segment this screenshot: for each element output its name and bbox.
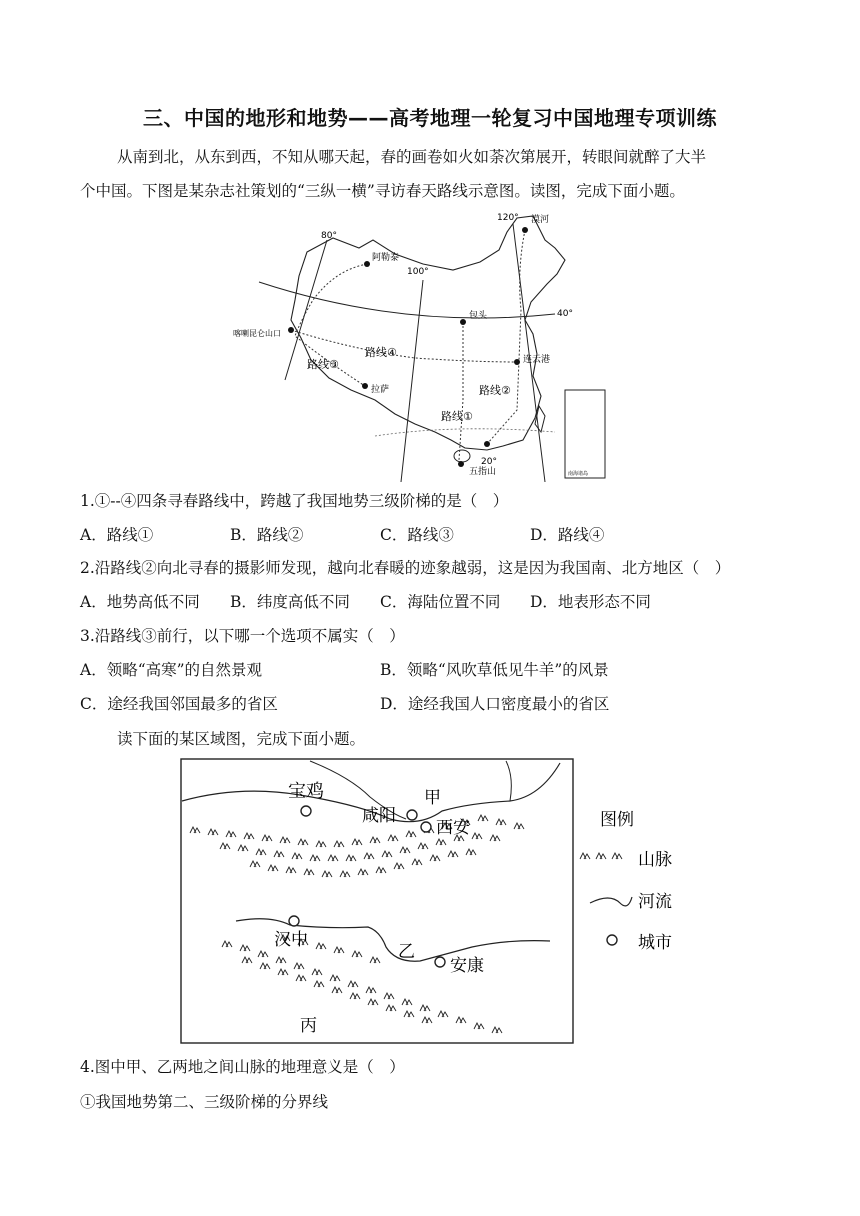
hainan-island	[454, 450, 470, 462]
map-frame	[181, 759, 573, 1043]
city-hanzhong-marker	[289, 916, 299, 926]
city-karakoram	[288, 327, 294, 333]
city-ankang-label: 安康	[450, 956, 484, 976]
china-outline	[291, 216, 565, 450]
route-label: 路线①	[441, 410, 473, 423]
q2-option-c[interactable]: C．海陆位置不同	[380, 593, 501, 611]
q1-option-c[interactable]: C．路线③	[380, 526, 454, 544]
q3-option-b[interactable]: B．领略“风吹草低见牛羊”的风景	[380, 661, 609, 679]
parallel-40	[259, 282, 555, 318]
q1-stem: 1.①--④四条寻春路线中，跨越了我国地势三级阶梯的是（ ）	[80, 492, 509, 510]
china-routes-map	[233, 210, 607, 482]
city-hanzhong-label: 汉中	[274, 930, 308, 950]
parallel-20	[375, 429, 555, 436]
city-xianyang-marker	[407, 810, 417, 820]
q3-option-c[interactable]: C．途经我国邻国最多的省区	[80, 695, 278, 713]
legend-mountain-icon	[580, 853, 622, 859]
region-map	[180, 757, 680, 1047]
city-mohe	[522, 227, 528, 233]
q3-stem: 3.沿路线③前行，以下哪一个选项不属实（ ）	[80, 627, 405, 645]
q3-option-a[interactable]: A．领略“高寒”的自然景观	[80, 661, 263, 679]
route-2-path	[487, 230, 525, 444]
legend-river-icon	[590, 897, 632, 906]
page-title: 三、中国的地形和地势——高考地理一轮复习中国地理专项训练	[143, 106, 717, 130]
route-1-path	[459, 322, 463, 460]
lat-20-label: 20°	[481, 457, 497, 467]
tributary	[506, 761, 511, 801]
city-xian-marker	[421, 822, 431, 832]
city-label: 连云港	[523, 355, 551, 365]
route-label: 路线②	[479, 384, 511, 397]
intro-line-1: 从南到北，从东到西，不知从哪天起，春的画卷如火如荼次第展开，转眼间就醉了大半	[117, 148, 707, 166]
city-label: 漠河	[531, 215, 550, 225]
city-label: 喀喇昆仑山口	[233, 329, 281, 338]
route-label: 路线③	[307, 358, 339, 371]
legend-mountain-label: 山脉	[638, 850, 672, 870]
q4-stem: 4.图中甲、乙两地之间山脉的地理意义是（ ）	[80, 1058, 405, 1076]
qinling-mountains	[190, 815, 524, 877]
place-yi-label: 乙	[398, 942, 415, 962]
city-altay	[364, 261, 370, 267]
place-bing-label: 丙	[300, 1016, 317, 1036]
q4-item-1: ①我国地势第二、三级阶梯的分界线	[80, 1093, 329, 1111]
city-baoji-marker	[301, 806, 311, 816]
q2-option-a[interactable]: A．地势高低不同	[80, 593, 200, 611]
intro-2: 读下面的某区域图，完成下面小题。	[117, 730, 366, 748]
q2-option-d[interactable]: D．地表形态不同	[530, 593, 651, 611]
meridian-100	[401, 280, 423, 482]
city-xianyang-label: 咸阳	[362, 806, 396, 826]
legend-river-label: 河流	[638, 892, 672, 912]
city-label: 五指山	[469, 467, 497, 477]
legend-city-icon	[607, 935, 617, 945]
city-xian-label: 西安	[436, 818, 470, 838]
q2-option-b[interactable]: B．纬度高低不同	[230, 593, 350, 611]
route-label: 路线④	[365, 346, 397, 359]
lon-120-label: 120°	[497, 213, 519, 223]
intro-line-2: 个中国。下图是某杂志社策划的“三纵一横”寻访春天路线示意图。读图，完成下面小题。	[80, 182, 685, 200]
city-label: 阿勒泰	[372, 253, 400, 263]
city-ankang-marker	[435, 957, 445, 967]
lon-100-label: 100°	[407, 267, 429, 277]
q2-stem: 2.沿路线②向北寻春的摄影师发现，越向北春暖的迹象越弱，这是因为我国南、北方地区（ ）	[80, 559, 731, 577]
meridian-120	[513, 224, 545, 482]
q1-option-d[interactable]: D．路线④	[530, 526, 605, 544]
inset-label: 南海诸岛	[568, 471, 589, 477]
q1-option-a[interactable]: A．路线①	[80, 526, 154, 544]
legend-city-label: 城市	[638, 933, 672, 953]
city-wuzhishan	[458, 461, 464, 467]
city-guangzhou	[484, 441, 490, 447]
south-sea-inset	[565, 390, 605, 478]
city-baoji-label: 宝鸡	[288, 781, 324, 802]
lat-40-label: 40°	[557, 309, 573, 319]
city-label: 拉萨	[371, 385, 390, 395]
city-lianyungang	[514, 359, 520, 365]
city-label: 包头	[469, 311, 488, 321]
place-jia-label: 甲	[424, 788, 441, 808]
q1-option-b[interactable]: B．路线②	[230, 526, 304, 544]
city-lhasa	[362, 383, 368, 389]
legend-title: 图例	[600, 810, 634, 830]
q3-option-d[interactable]: D．途经我国人口密度最小的省区	[380, 695, 610, 713]
city-baotou	[460, 319, 466, 325]
lon-80-label: 80°	[321, 231, 337, 241]
